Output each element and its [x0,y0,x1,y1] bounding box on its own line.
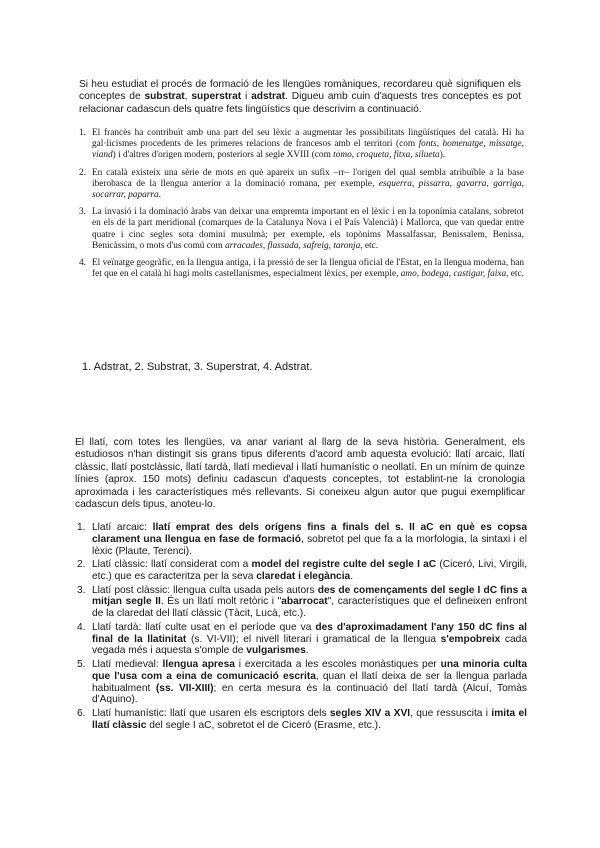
period-item: 2. Llatí clàssic: llatí considerat com a model del registre culte del segle I aC (Ciceró, Livi, Virgili, etc.) que es caracteritza per la seva claredat i elegància. [77,559,528,582]
intro-paragraph: Si heu estudiat el procés de formació de les llengües romàniques, recordareu què signifiquen els conceptes de substrat, superstrat i adstrat. Digueu amb cuin d'aquests tres conceptes es pot relacionar cadascun dels quatre fets lingüístics que descrivim a continuació. [79,79,521,115]
example-item: 4. El veïnatge geogràfic, en la llengua antiga, i la pressió de ser la llengua oficial de l'Estat, en la llengua moderna, han fet que en el català hi hagi molts castellanismes, especialment lèxics, per exemple, amo, bodega, castigar, faixa, etc. [79,258,525,280]
latin-periods-list [75,522,527,733]
answer-line: 1. Adstrat, 2. Substrat, 3. Superstrat, 4. Adstrat. [82,361,313,373]
examples-list [79,128,524,286]
example-item: 3. La invasió i la dominació àrabs van deixar una empremta important en el lèxic i en la toponímia catalans, sobretot en els de la part meridional (comarques de la Catalunya Nova i el País Valencià) i Mallorca, que van quedar entre quatre i cinc segles sota domini musulmà; per exemple, els topònims Massalfassar, Benissalem, Benissa, Benicàssim, o mots d'us comú com arracades, flassada, safreig, taronja, etc. [79,207,524,251]
period-item: 4. Llatí tardà: llatí culte usat en el període que va des d'aproximadament l'any 150 dC fins al final de la llatinitat (s. VI-VII); el nivell literari i gramatical de la llengua s'empobreix cada vegada més i aquesta s'omple de vulgarismes. [77,621,528,657]
period-item: 6. Llatí humanístic: llatí que usaren els escriptors dels segles XIV a XVI, que ressuscita i imita el llatí clàssic del segle I aC, sobretot el de Ciceró (Erasme, etc.). [77,707,527,731]
example-item: 2. En català existeix una sèrie de mots en què apareix un sufix –rr– l'origen del qual sembla atribuïble a la base iberobasca de la llengua anterior a la dominació romana, per exemple, esquerra, pissarra, gavarra, garriga, socarrar, paparra. [79,167,524,201]
period-item: 3. Llatí post clàssic: llengua culta usada pels autors des de començaments del segle I dC fins a mitjan segle II. És un llatí molt retòric i "abarrocat", característiques que el defineixen enfront de la claredat del llatí clàssic (Tàcit, Lucà, etc.). [77,584,527,620]
period-item: 5. Llatí medieval: llengua apresa i exercitada a les escoles monàstiques per una minoria culta que l'usa com a eina de comunicació escrita, quan el llatí deixa de ser la llengua parlada habitualment (ss. VII-XIII); en certa mesura és la continuació del llatí tardà (Alcuí, Tomàs d'Aquino). [77,658,527,706]
example-item: 1. El francès ha contribuït amb una part del seu lèxic a augmentar les possibilitats lingüístiques del català. Hi ha gal·licismes procedents de les primeres relacions de francesos amb el territori (com fonts, homenatge, missatge, viand) i d'altres d'origen modern, posteriors al segle XVIII (com tomo, croqueta, fitxa, silueta). [79,128,524,161]
latin-question-paragraph: El llatí, com totes les llengües, va anar variant al llarg de la seva història. Generalment, els estudiosos n'han distingit sis grans tipus diferents d'acord amb aquesta evolució: llatí arcaic, llatí clàssic, llatí postclàssic, llatí tardà, llatí medieval i llatí humanístic o neollatí. En un mínim de quinze línies (aprox. 150 mots) definiu cadascun d'aquests conceptes, tot establint-ne la cronologia aproximada i les característiques més rellevants. Si coneixeu algun autor que pugui exemplificar cadascun dels tipus, anoteu-lo. [75,437,525,511]
period-item: 1. Llatí arcaic: llatí emprat des dels orígens fins a finals del s. II aC en què es copsa clarament una llengua en fase de formació, sobretot pel que fa a la morfologia, la sintaxi i el lèxic (Plaute, Terenci). [77,522,528,557]
